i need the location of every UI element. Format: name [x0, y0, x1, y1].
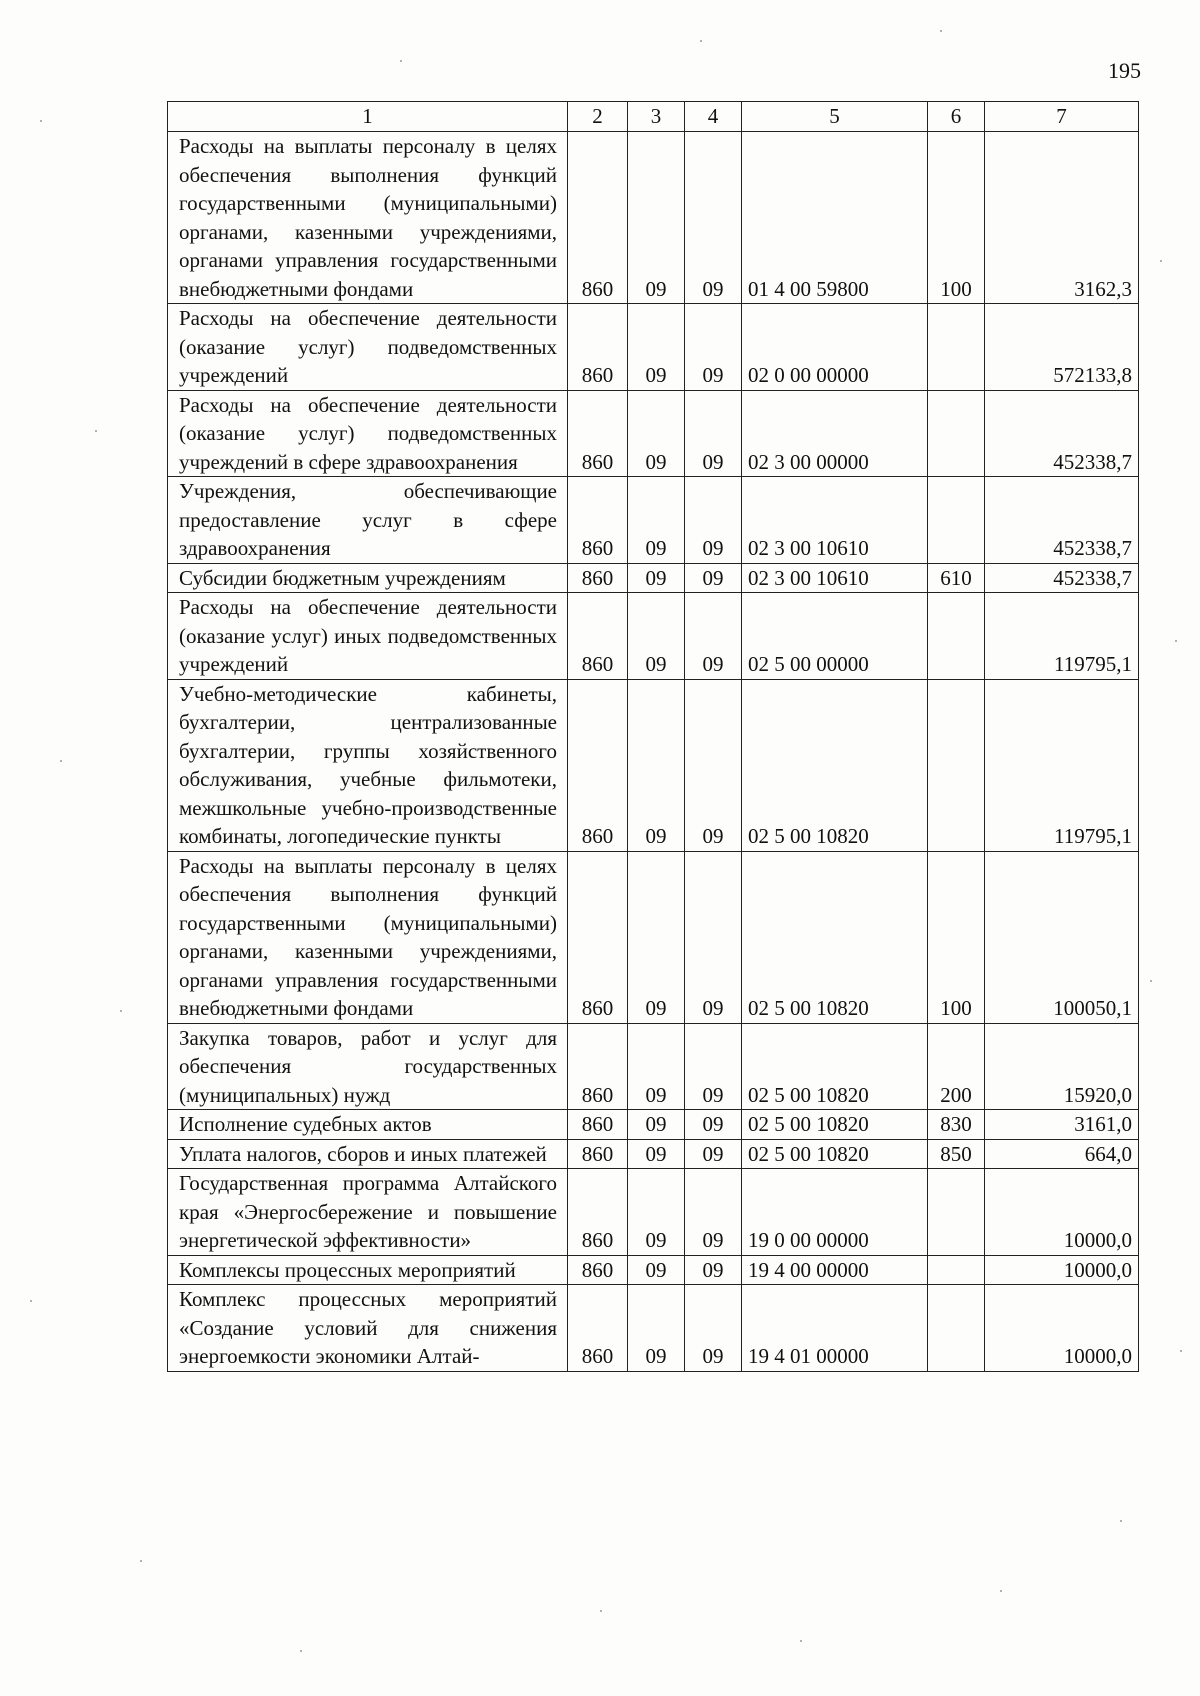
scan-speck: [300, 1650, 302, 1652]
expense-type-code: [928, 593, 985, 680]
table-row: [168, 1023, 1139, 1110]
section-code: 09: [628, 1255, 685, 1285]
scan-speck: [1120, 1520, 1122, 1522]
ministry-code: 860: [568, 593, 628, 680]
target-article-code: 19 4 01 00000: [742, 1285, 928, 1372]
target-article-code: 02 5 00 10820: [742, 679, 928, 851]
expense-type-code: [928, 1285, 985, 1372]
target-article-code: 02 0 00 00000: [742, 304, 928, 391]
section-code: 09: [628, 390, 685, 477]
amount: 10000,0: [985, 1169, 1139, 1256]
amount: 119795,1: [985, 593, 1139, 680]
amount: 3162,3: [985, 132, 1139, 304]
expense-type-code: [928, 304, 985, 391]
section-code: 09: [628, 132, 685, 304]
scan-speck: [120, 1010, 122, 1012]
ministry-code: 860: [568, 1169, 628, 1256]
section-code: 09: [628, 304, 685, 391]
column-header: 1: [168, 102, 568, 132]
amount: 15920,0: [985, 1023, 1139, 1110]
target-article-code: 19 4 00 00000: [742, 1255, 928, 1285]
subsection-code: 09: [685, 390, 742, 477]
amount: 664,0: [985, 1139, 1139, 1169]
table-row: [168, 563, 1139, 593]
row-description: Учреждения, обеспечивающие предоставление услуг в сфере здравоохранения: [168, 477, 568, 564]
budget-table: [167, 101, 1139, 1372]
scan-speck: [1150, 980, 1152, 982]
section-code: 09: [628, 851, 685, 1023]
amount: 452338,7: [985, 390, 1139, 477]
row-description: Расходы на выплаты персоналу в целях обеспечения выполнения функций государственными (муниципальными) органами, казенными учреждениями, органами управления государственными внебюджетными фондами: [168, 132, 568, 304]
scan-speck: [800, 1640, 802, 1642]
target-article-code: 02 5 00 00000: [742, 593, 928, 680]
row-description: Расходы на обеспечение деятельности (оказание услуг) подведомственных учреждений: [168, 304, 568, 391]
expense-type-code: [928, 390, 985, 477]
section-code: 09: [628, 593, 685, 680]
section-code: 09: [628, 563, 685, 593]
section-code: 09: [628, 679, 685, 851]
scan-speck: [1180, 1350, 1182, 1352]
row-description: Уплата налогов, сборов и иных платежей: [168, 1139, 568, 1169]
scan-speck: [400, 60, 402, 62]
subsection-code: 09: [685, 1023, 742, 1110]
table-row: [168, 1255, 1139, 1285]
row-description: Субсидии бюджетным учреждениям: [168, 563, 568, 593]
scan-speck: [1160, 260, 1162, 262]
section-code: 09: [628, 1169, 685, 1256]
table-row: [168, 132, 1139, 304]
ministry-code: 860: [568, 1255, 628, 1285]
row-description: Комплекс процессных мероприятий «Создание условий для снижения энергоемкости экономики Алтай-: [168, 1285, 568, 1372]
scan-speck: [60, 760, 62, 762]
row-description: Закупка товаров, работ и услуг для обеспечения государственных (муниципальных) нужд: [168, 1023, 568, 1110]
subsection-code: 09: [685, 1255, 742, 1285]
expense-type-code: [928, 679, 985, 851]
amount: 452338,7: [985, 477, 1139, 564]
subsection-code: 09: [685, 1169, 742, 1256]
amount: 10000,0: [985, 1255, 1139, 1285]
column-header: 6: [928, 102, 985, 132]
section-code: 09: [628, 477, 685, 564]
subsection-code: 09: [685, 304, 742, 391]
ministry-code: 860: [568, 304, 628, 391]
ministry-code: 860: [568, 1110, 628, 1140]
expense-type-code: 610: [928, 563, 985, 593]
ministry-code: 860: [568, 851, 628, 1023]
subsection-code: 09: [685, 679, 742, 851]
target-article-code: 02 3 00 10610: [742, 477, 928, 564]
row-description: Расходы на выплаты персоналу в целях обеспечения выполнения функций государственными (муниципальными) органами, казенными учреждениями, органами управления государственными внебюджетными фондами: [168, 851, 568, 1023]
row-description: Расходы на обеспечение деятельности (оказание услуг) иных подведомственных учреждений: [168, 593, 568, 680]
target-article-code: 02 5 00 10820: [742, 1110, 928, 1140]
section-code: 09: [628, 1285, 685, 1372]
column-header: 4: [685, 102, 742, 132]
subsection-code: 09: [685, 851, 742, 1023]
subsection-code: 09: [685, 132, 742, 304]
scan-speck: [700, 40, 702, 42]
target-article-code: 02 5 00 10820: [742, 1139, 928, 1169]
scan-speck: [600, 1610, 602, 1612]
table-row: [168, 1139, 1139, 1169]
subsection-code: 09: [685, 1110, 742, 1140]
ministry-code: 860: [568, 1285, 628, 1372]
scan-speck: [1000, 1590, 1002, 1592]
expense-type-code: [928, 1255, 985, 1285]
expense-type-code: [928, 477, 985, 564]
subsection-code: 09: [685, 593, 742, 680]
target-article-code: 02 5 00 10820: [742, 1023, 928, 1110]
table-row: [168, 304, 1139, 391]
scan-speck: [1175, 640, 1177, 642]
table-header-row: [168, 102, 1139, 132]
scan-speck: [940, 30, 942, 32]
subsection-code: 09: [685, 1139, 742, 1169]
amount: 119795,1: [985, 679, 1139, 851]
scan-speck: [30, 1300, 32, 1302]
amount: 100050,1: [985, 851, 1139, 1023]
target-article-code: 19 0 00 00000: [742, 1169, 928, 1256]
amount: 452338,7: [985, 563, 1139, 593]
table-row: [168, 477, 1139, 564]
table-row: [168, 593, 1139, 680]
scan-speck: [40, 120, 42, 122]
row-description: Учебно-методические кабинеты, бухгалтерии, централизованные бухгалтерии, группы хозяйственного обслуживания, учебные фильмотеки, межшкольные учебно-производственные комбинаты, логопедические пункты: [168, 679, 568, 851]
column-header: 5: [742, 102, 928, 132]
section-code: 09: [628, 1023, 685, 1110]
target-article-code: 02 5 00 10820: [742, 851, 928, 1023]
ministry-code: 860: [568, 1023, 628, 1110]
subsection-code: 09: [685, 1285, 742, 1372]
ministry-code: 860: [568, 563, 628, 593]
target-article-code: 02 3 00 10610: [742, 563, 928, 593]
expense-type-code: 100: [928, 851, 985, 1023]
subsection-code: 09: [685, 563, 742, 593]
amount: 572133,8: [985, 304, 1139, 391]
row-description: Государственная программа Алтайского края «Энергосбережение и повышение энергетической эффективности»: [168, 1169, 568, 1256]
expense-type-code: [928, 1169, 985, 1256]
table-row: [168, 851, 1139, 1023]
expense-type-code: 830: [928, 1110, 985, 1140]
table-row: [168, 1285, 1139, 1372]
section-code: 09: [628, 1110, 685, 1140]
table-row: [168, 390, 1139, 477]
table-row: [168, 1110, 1139, 1140]
column-header: 2: [568, 102, 628, 132]
expense-type-code: 100: [928, 132, 985, 304]
table-row: [168, 679, 1139, 851]
row-description: Расходы на обеспечение деятельности (оказание услуг) подведомственных учреждений в сфере здравоохранения: [168, 390, 568, 477]
ministry-code: 860: [568, 132, 628, 304]
scan-speck: [95, 430, 97, 432]
column-header: 3: [628, 102, 685, 132]
section-code: 09: [628, 1139, 685, 1169]
expense-type-code: 200: [928, 1023, 985, 1110]
amount: 3161,0: [985, 1110, 1139, 1140]
ministry-code: 860: [568, 477, 628, 564]
target-article-code: 02 3 00 00000: [742, 390, 928, 477]
page-number: 195: [1108, 58, 1141, 83]
ministry-code: 860: [568, 679, 628, 851]
amount: 10000,0: [985, 1285, 1139, 1372]
target-article-code: 01 4 00 59800: [742, 132, 928, 304]
expense-type-code: 850: [928, 1139, 985, 1169]
row-description: Исполнение судебных актов: [168, 1110, 568, 1140]
ministry-code: 860: [568, 1139, 628, 1169]
row-description: Комплексы процессных мероприятий: [168, 1255, 568, 1285]
subsection-code: 09: [685, 477, 742, 564]
table-row: [168, 1169, 1139, 1256]
ministry-code: 860: [568, 390, 628, 477]
scan-speck: [140, 1560, 142, 1562]
column-header: 7: [985, 102, 1139, 132]
